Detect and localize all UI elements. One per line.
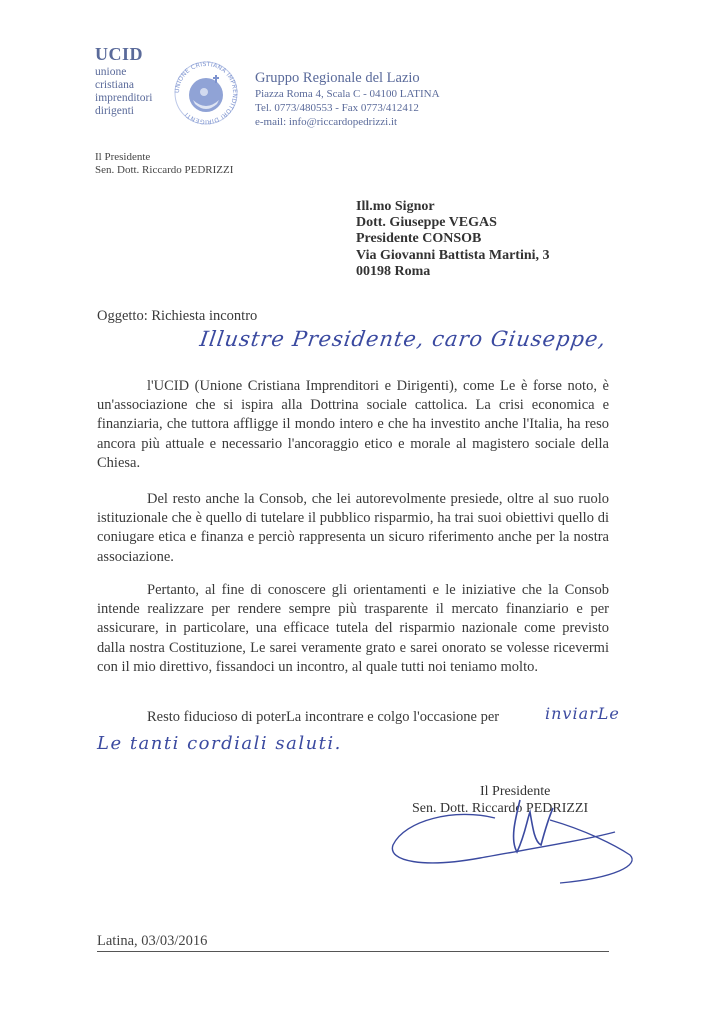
handwritten-closing-line: Le tanti cordiali saluti. bbox=[97, 733, 342, 754]
logo-ring-text: UNIONE CRISTIANA IMPRENDITORI DIRIGENTI bbox=[173, 60, 239, 126]
recipient-block bbox=[356, 199, 550, 280]
ucid-seal-logo-icon bbox=[173, 60, 239, 126]
phone-fax: Tel. 0773/480553 - Fax 0773/412412 bbox=[255, 102, 419, 114]
org-name-line: cristiana bbox=[95, 79, 134, 91]
org-acronym: UCID bbox=[95, 44, 144, 64]
sender-name: Sen. Dott. Riccardo PEDRIZZI bbox=[95, 164, 234, 176]
signature-name: Sen. Dott. Riccardo PEDRIZZI bbox=[412, 801, 589, 816]
org-name-line: imprenditori bbox=[95, 92, 153, 104]
body-paragraph: Pertanto, al fine di conoscere gli orientamenti e le iniziative che la Consob intende realizzare per rendere sempre più trasparente il mercato finanziario e per assicurare, in particolare, una efficace tutela del risparmio nazionale come previsto dalla nostra Costituzione, Le sarei veramente grato e sarei onorato se volesse ricevermi con il mio direttivo, fissandoci un incontro, al quale tutti noi teniamo molto. bbox=[97, 582, 609, 675]
sender-title: Il Presidente bbox=[95, 151, 151, 163]
address: Piazza Roma 4, Scala C - 04100 LATINA bbox=[255, 88, 440, 100]
handwritten-signature-icon bbox=[385, 790, 645, 890]
subject-line: Oggetto: Richiesta incontro bbox=[97, 308, 258, 324]
handwritten-closing-end: inviarLe bbox=[545, 704, 620, 723]
recipient-line: Via Giovanni Battista Martini, 3 bbox=[356, 247, 550, 263]
body-paragraph: l'UCID (Unione Cristiana Imprenditori e Dirigenti), come Le è forse noto, è un'associazione che si ispira alla Dottrina sociale cattolica. La crisi economica e finanziaria, che tuttora affligge il mondo intero e che ha investito anche l'Italia, ha reso ancora più attuale e necessario l'ancoraggio etico e morale al magistero sociale della Chiesa. bbox=[97, 378, 609, 471]
handwritten-salutation: Illustre Presidente, caro Giuseppe, bbox=[198, 327, 608, 351]
body-paragraph: Del resto anche la Consob, che lei autorevolmente presiede, oltre al suo ruolo istituzionale che è quello di tutelare il pubblico risparmio, ha trai suoi obiettivi quello di coniugare etica e finanza e perciò rappresenta un sicuro riferimento anche per la nostra associazione. bbox=[97, 491, 609, 565]
email-link[interactable]: e-mail: info@riccardopedrizzi.it bbox=[255, 116, 398, 128]
recipient-line: Dott. Giuseppe VEGAS bbox=[356, 215, 497, 231]
footer-place-date: Latina, 03/03/2016 bbox=[97, 933, 208, 949]
org-name-line: unione bbox=[95, 66, 127, 78]
recipient-line: 00198 Roma bbox=[356, 263, 431, 279]
footer-divider bbox=[97, 951, 609, 952]
signature-title: Il Presidente bbox=[480, 784, 551, 799]
group-name: Gruppo Regionale del Lazio bbox=[255, 70, 420, 86]
body-paragraph-closing: Resto fiducioso di poterLa incontrare e colgo l'occasione per bbox=[147, 709, 500, 725]
recipient-line: Presidente CONSOB bbox=[356, 231, 482, 247]
recipient-line: Ill.mo Signor bbox=[356, 199, 435, 214]
org-name-line: dirigenti bbox=[95, 105, 134, 117]
